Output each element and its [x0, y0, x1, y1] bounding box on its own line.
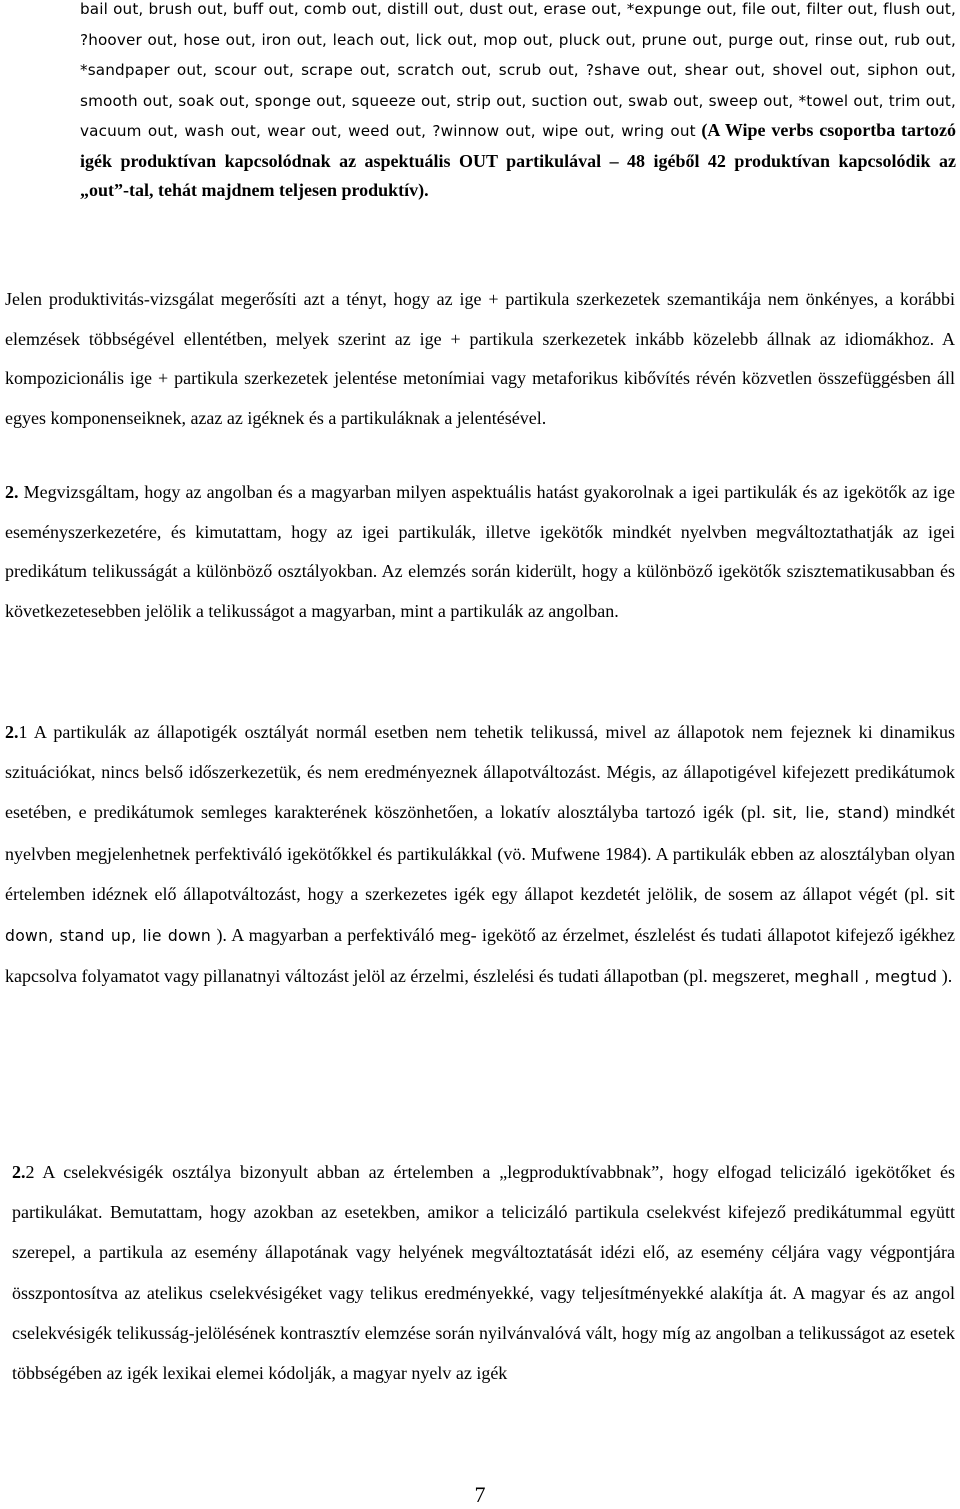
- example-verbs: sit, lie, stand: [772, 804, 883, 823]
- section-number: 2.: [5, 722, 19, 742]
- example-verbs: meghall , megtud: [794, 968, 938, 987]
- paragraph-text: Megvizsgáltam, hogy az angolban és a magyarban milyen aspektuális hatást gyakorolnak a igei partikulák és az igekötők az ige eseményszerkezetére, és kimutattam, hogy az igei partikulák, illetve igekötők mindkét nyelvben megváltoztathatják az igei predikátum telikusságát a különböző osztályokban. Az elemzés során kiderült, hogy a különböző igekötők szisztematikusabban és következetesebben jelölik a telikusságot a magyarban, mint a partikulák az angolban.: [5, 482, 955, 621]
- section-number-sub: 2: [25, 1162, 35, 1182]
- section-number: 2.: [12, 1162, 26, 1182]
- paragraph-text: ).: [937, 966, 953, 987]
- verb-list: bail out, brush out, buff out, comb out, distill out, dust out, erase out, *expunge out, file out, filter out, flush out, ?hoover out, hose out, iron out, leach out, lick out, mop out, pluck out, prune out, purge out, rinse out, rub out, *sandpaper out, scour out, scrape out, scratch out, scrub out, ?shave out, shear out, shovel out, siphon out, smooth out, soak out, sponge out, squeeze out, strip out, suction out, swab out, sweep out, *towel out, trim out, vacuum out, wash out, wear out, weed out, ?winnow out, wipe out, wring out: [80, 0, 956, 140]
- paragraph-text: A cselekvésigék osztálya bizonyult abban az értelemben a „legproduktívabbnak”, hogy elfogad telicizáló igekötőket és partikulákat. Bemutattam, hogy azokban az esetekben, amikor a telicizáló partikula cselekvést kifejező predikátummal együtt szerepel, a partikula az esemény állapotának vagy helyének megváltoztatását idézi elő, az esemény céljára vagy végpontjára összpontosítva az atelikus cselekvésigéket vagy telikus eredményekké, vagy teljesítményekké alakítja át. A magyar és az angol cselekvésigék telikusság-jelölésének kontrasztív elemzése során nyilvánvalóvá vált, hogy míg az angolban a telikusságot az esetek többségében az igék lexikai elemei kódolják, a magyar nyelv az igék: [12, 1162, 955, 1384]
- paragraph-text: A partikulák az állapotigék osztályát normál esetben nem tehetik telikussá, mivel az állapotok nem fejeznek ki dinamikus szituációkat, nincs belső időszerkezetük, és nem eredményeznek állapotváltozást. Mégis, az állapotigével kifejezett predikátumok esetében, e predikátumok semleges karakterének köszönhetően, a lokatív alosztályba tartozó igék (pl.: [5, 722, 955, 823]
- paragraph-section-2-2: [12, 1152, 955, 1393]
- paragraph-productivity: Jelen produktivitás-vizsgálat megerősíti azt a tényt, hogy az ige + partikula szerkezetek szemantikája nem önkényes, a korábbi elemzések többségével ellentétben, melyek szerint az ige + partikula szerkezetek inkább közelebb állnak az idiomákhoz. A kompozicionális ige + partikula szerkezetek jelentése metonímiai vagy metaforikus kibővítés révén közvetlen összefüggésben áll egyes komponenseiknek, azaz az igéknek és a partikuláknak a jelentésével.: [5, 289, 955, 428]
- example-verbs: sit down, stand up, lie down: [5, 885, 955, 946]
- paragraph-section-2: [5, 473, 955, 631]
- paragraph-section-2-1: [5, 712, 955, 997]
- section-number-sub: 1: [18, 722, 28, 742]
- section-number: 2.: [5, 482, 19, 502]
- verb-list-summary: (A Wipe verbs csoportba tartozó igék produktívan kapcsolódnak az aspektuális OUT partikulával – 48 igéből 42 produktívan kapcsolódik az „out”-tal, tehát majdnem teljesen produktív).: [80, 120, 957, 200]
- paragraph-text: ) mindkét nyelvben megjelenhetnek perfektiváló igekötőkkel és partikulákkal (vö. Mufwene 1984). A partikulák ebben az alosztályban olyan értelemben idéznek elő állapotváltozást, hogy a szerkezetes igék egy állapot kezdetét jelölik, de sosem az állapot végét (pl.: [5, 802, 955, 904]
- verb-list-block: [80, 0, 956, 206]
- page-number: 7: [474, 1482, 486, 1507]
- paragraph-text: ). A magyarban a perfektiváló meg- igekötő az érzelmet, észlelést és tudati állapotot kifejező igékhez kapcsolva folyamatot vagy pillanatnyi változást jelöl az érzelmi, észlelési és tudati állapotban (pl. megszeret,: [5, 925, 955, 987]
